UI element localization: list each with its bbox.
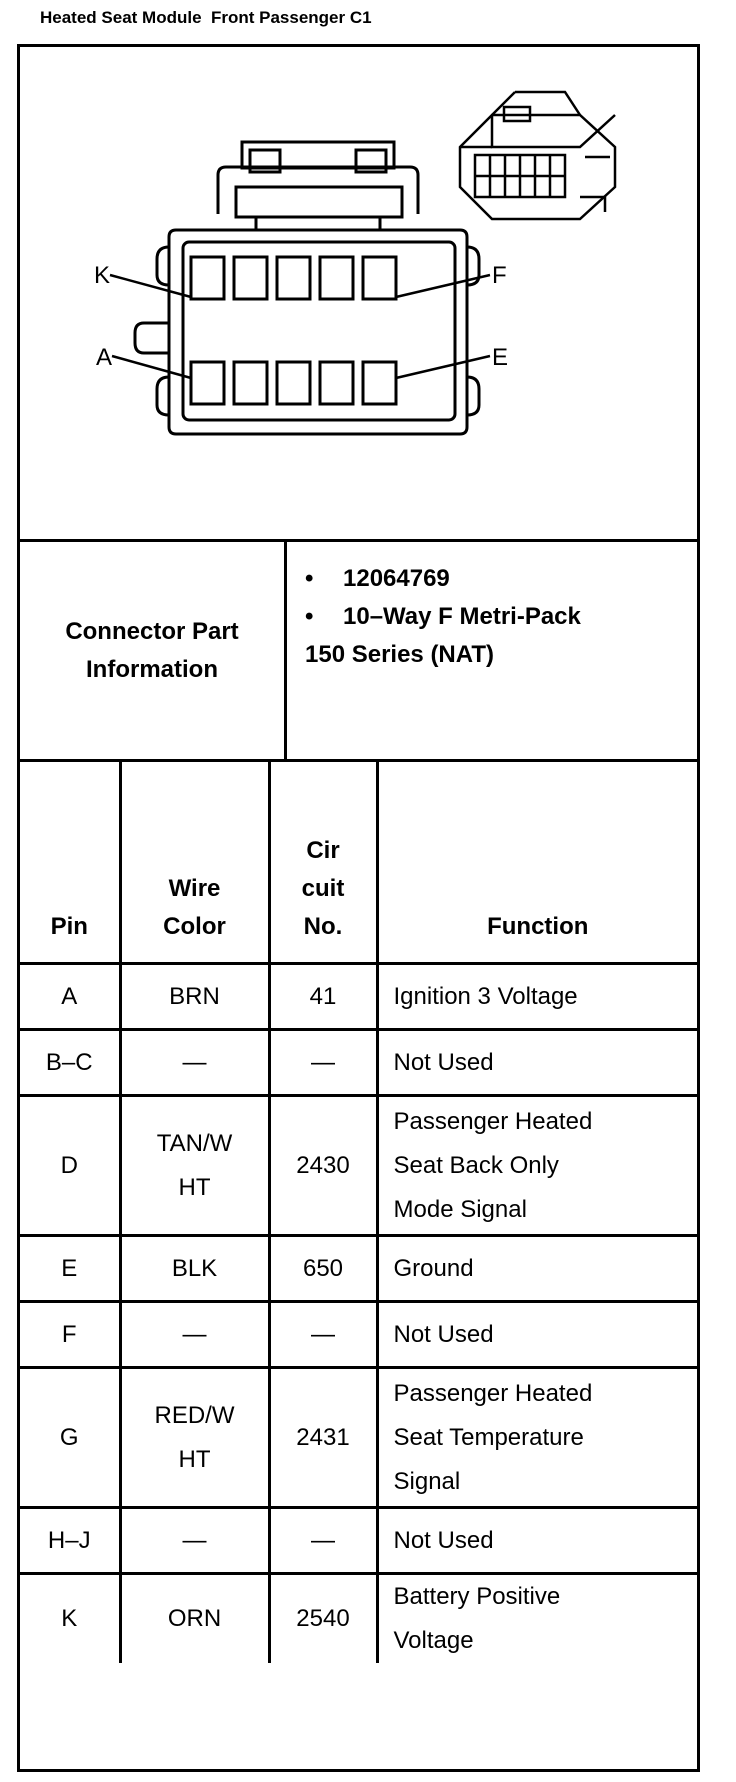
pin-table [20,762,697,1663]
circuit-cell: — [269,1302,377,1368]
wire-color-cell: ORN [120,1574,269,1664]
function-cell: Passenger Heated Seat Temperature Signal [377,1368,697,1508]
wire-color-cell: — [120,1030,269,1096]
callout-pin-f: F [492,262,507,289]
connector-part-info-value [287,542,697,759]
function-cell: Not Used [377,1302,697,1368]
function-cell: Ignition 3 Voltage [377,964,697,1030]
function-cell: Not Used [377,1508,697,1574]
connector-part-info [20,542,697,762]
pin-cell: F [20,1302,120,1368]
wire-color-cell: — [120,1302,269,1368]
circuit-cell: — [269,1508,377,1574]
circuit-cell: 41 [269,964,377,1030]
pin-cell: A [20,964,120,1030]
table-row [20,1302,697,1368]
pin-cavities [191,257,396,404]
circuit-cell: 2540 [269,1574,377,1664]
wire-color-cell: BLK [120,1236,269,1302]
circuit-cell: 2431 [269,1368,377,1508]
pin-cell: E [20,1236,120,1302]
table-row [20,964,697,1030]
table-row [20,1368,697,1508]
function-cell: Battery Positive Voltage [377,1574,697,1664]
connector-part-info-label: Connector Part Information [20,542,287,759]
header-circuit-no: Cir cuit No. [269,762,377,964]
connector-face-drawing [20,47,697,539]
table-row [20,1096,697,1236]
pin-cell: H–J [20,1508,120,1574]
wire-color-cell: TAN/W HT [120,1096,269,1236]
pin-cell: D [20,1096,120,1236]
page-title: Heated Seat Module Front Passenger C1 [40,8,372,27]
table-row [20,1574,697,1664]
table-row [20,1236,697,1302]
callout-pin-k: K [94,262,111,289]
callout-pin-e: E [492,344,509,371]
function-cell: Not Used [377,1030,697,1096]
wire-color-cell: RED/W HT [120,1368,269,1508]
connector-isometric-view [460,92,615,219]
table-row [20,1508,697,1574]
pin-cell: B–C [20,1030,120,1096]
circuit-cell: 2430 [269,1096,377,1236]
connector-sheet [17,44,700,1772]
part-number: • 12064769 [305,565,450,592]
pin-cell: G [20,1368,120,1508]
connector-diagram [20,47,697,542]
function-cell: Passenger Heated Seat Back Only Mode Signal [377,1096,697,1236]
wire-color-cell: BRN [120,964,269,1030]
callout-pin-a: A [96,344,113,371]
circuit-cell: — [269,1030,377,1096]
pin-cell: K [20,1574,120,1664]
connector-series: 150 Series (NAT) [305,641,494,668]
header-function: Function [377,762,697,964]
function-cell: Ground [377,1236,697,1302]
wire-color-cell: — [120,1508,269,1574]
header-wire-color: Wire Color [120,762,269,964]
header-pin: Pin [20,762,120,964]
connector-type: • 10–Way F Metri-Pack [305,603,581,630]
table-row [20,1030,697,1096]
circuit-cell: 650 [269,1236,377,1302]
